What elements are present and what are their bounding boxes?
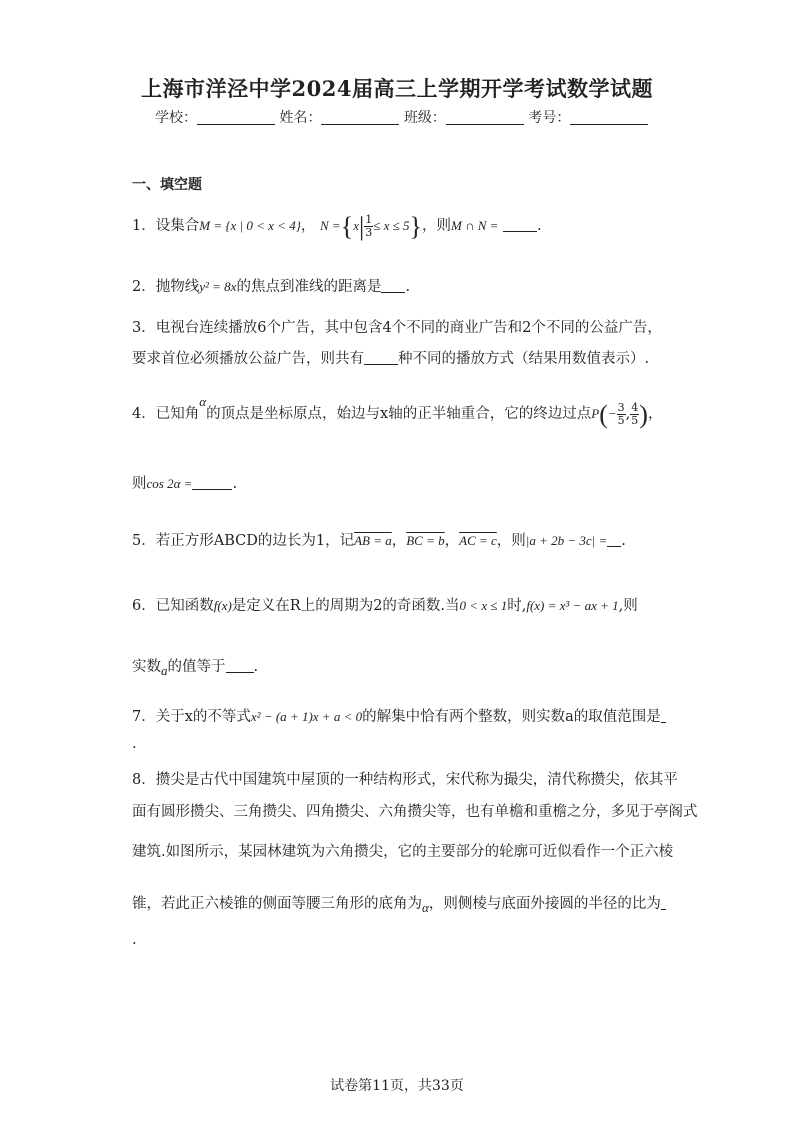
q5-then: ，则 [496, 533, 526, 549]
school-label: 学校： [155, 110, 197, 126]
question-7 [132, 705, 666, 726]
q1-set-n-label: N = [320, 218, 341, 233]
q6-end: . [253, 659, 259, 675]
q4-paren-close: ) [639, 400, 648, 429]
q2-equation: y² = 8x [199, 279, 237, 294]
q7-answer-blank[interactable] [661, 709, 666, 723]
page-footer: 试卷第11页，共33页 [330, 1078, 464, 1094]
q4-point: P [591, 406, 600, 421]
question-3: 3．电视台连续播放6个广告，其中包含4个不同的商业广告和2个不同的公益广告， [132, 320, 662, 336]
q6-var-a: a [161, 663, 168, 678]
name-label: 姓名： [279, 110, 322, 126]
q4-text-b: 的顶点是坐标原点，始边与x轴的正半轴重合，它的终边过点 [206, 406, 592, 422]
q8-text-b: ，则侧棱与底面外接圆的半径的比为 [428, 896, 661, 912]
q6-text-f: 的值等于 [167, 659, 226, 675]
q6-condition: 0 < x ≤ 1 [459, 598, 508, 613]
q5-sep1: ， [391, 533, 407, 549]
q5-text: 5．若正方形ABCD的边长为1，记 [132, 533, 355, 549]
q6-text-d: ,则 [618, 598, 638, 614]
question-6-line2 [132, 655, 258, 679]
q6-text-b: 是定义在R上的周期为2的奇函数.当 [231, 598, 460, 614]
name-blank[interactable] [321, 110, 399, 125]
q4-frac-y: $\frac{4}{5}$ [631, 400, 639, 427]
question-8-line4 [132, 892, 666, 916]
id-label: 考号： [528, 110, 571, 126]
q7-text: 7．关于x的不等式 [132, 709, 251, 725]
q2-end: . [405, 279, 411, 295]
q1-then: ，则 [421, 218, 451, 234]
question-4-line2 [132, 472, 237, 493]
q7-inequality: x² − (a + 1)x + a < 0 [250, 709, 363, 724]
q8-text-a: 锥，若此正六棱锥的侧面等腰三角形的底角为 [132, 896, 422, 912]
q1-answer-blank[interactable] [503, 218, 537, 232]
q4-minus: − [607, 406, 617, 421]
q1-brace-close: } [409, 212, 422, 241]
q1-end: . [537, 218, 542, 234]
q6-answer-blank[interactable] [226, 659, 254, 673]
q6-text-e: 实数 [132, 659, 161, 675]
q4-equation: cos 2α = [146, 476, 193, 491]
q6-equation: f(x) = x³ − ax + 1 [526, 598, 619, 613]
q1-range: ≤ x ≤ 5 [373, 218, 410, 233]
q4-comma: ， [647, 406, 663, 422]
q3-text-a: 要求首位必须播放公益广告，则共有 [132, 351, 364, 367]
question-4: 4．已知角α的顶点是坐标原点，始边与x轴的正半轴重合，它的终边过点P(− $\frac{3}{5}$ , $\frac{4}{5}$ )， [132, 394, 663, 429]
q4-then: 则 [132, 476, 147, 492]
q2-text-b: 的焦点到准线的距离是 [236, 279, 382, 295]
q5-vector-ac: AC = c [459, 533, 497, 548]
q4-text: 4．已知角 [132, 406, 200, 422]
q8-alpha: α [422, 900, 429, 915]
q1-text: 1．设集合 [132, 218, 200, 234]
q1-var: x [353, 218, 359, 233]
question-6 [132, 594, 638, 615]
school-blank[interactable] [197, 110, 275, 125]
q4-answer-blank[interactable] [192, 482, 232, 490]
question-8-line3: 建筑.如图所示，某园林建筑为六角攒尖，它的主要部分的轮廓可近似看作一个正六棱 [132, 844, 674, 860]
student-info-line [155, 107, 648, 127]
q1-sep: ， [300, 218, 316, 234]
q5-sep2: ， [444, 533, 460, 549]
q5-vector-bc: BC = b [406, 533, 445, 548]
q4-paren-open: ( [599, 400, 608, 429]
question-3-line2 [132, 347, 649, 368]
page-title: 上海市洋泾中学2024届高三上学期开学考试数学试题 [141, 76, 653, 101]
q5-end: . [621, 533, 626, 549]
q6-function: f(x) [213, 598, 232, 613]
q5-vector-ab: AB = a [354, 533, 392, 548]
q7-text-b: 的解集中恰有两个整数，则实数a的取值范围是 [362, 709, 661, 725]
class-blank[interactable] [446, 110, 524, 125]
q1-brace-open: { [340, 212, 354, 241]
q6-text: 6．已知函数 [132, 598, 214, 614]
q1-intersection: M ∩ N = [450, 218, 499, 233]
question-5 [132, 529, 626, 550]
q8-answer-blank[interactable] [661, 896, 666, 910]
q4-frac-x: $\frac{3}{5}$ [617, 400, 625, 427]
question-2 [132, 275, 410, 296]
q2-answer-blank[interactable] [381, 279, 405, 293]
question-7-end: . [132, 736, 137, 752]
question-1 [132, 212, 542, 242]
question-8-line2: 面有圆形攒尖、三角攒尖、四角攒尖、六角攒尖等，也有单檐和重檐之分，多见于亭阁式 [132, 804, 698, 820]
q1-fraction: $\frac{1}{3}$ [365, 212, 373, 239]
section-heading: 一、填空题 [132, 177, 202, 193]
class-label: 班级： [403, 110, 446, 126]
q1-bar: | [358, 212, 365, 241]
question-8-end: . [132, 932, 137, 948]
id-blank[interactable] [570, 110, 648, 125]
q6-text-c: 时, [507, 598, 527, 614]
q3-answer-blank[interactable] [364, 351, 398, 365]
q4-end: . [232, 476, 238, 492]
q4-alpha: α [199, 394, 207, 409]
question-8: 8．攒尖是古代中国建筑中屋顶的一种结构形式，宋代称为撮尖，清代称攒尖，依其平 [132, 772, 678, 788]
q5-expression: |a + 2b − 3c| = [525, 533, 608, 548]
q2-text: 2．抛物线 [132, 279, 200, 295]
q5-answer-blank[interactable] [607, 533, 621, 547]
q1-set-m: M = {x | 0 < x < 4} [199, 218, 301, 233]
q3-text-b: 种不同的播放方式（结果用数值表示）. [398, 351, 650, 367]
